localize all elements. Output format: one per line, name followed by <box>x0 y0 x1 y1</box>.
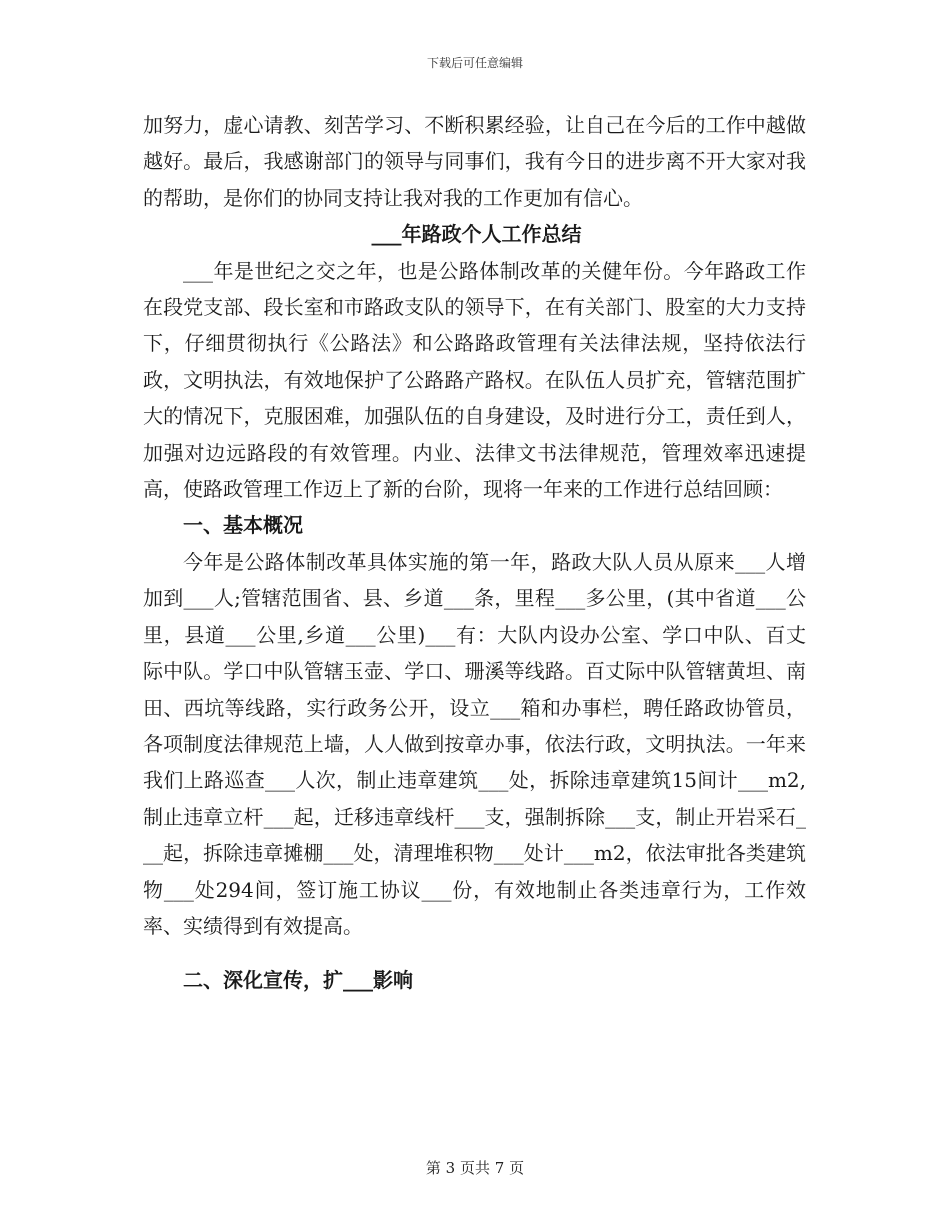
document-title: ___年路政个人工作总结 <box>371 222 582 247</box>
intro-paragraph: 加努力，虚心请教、刻苦学习、不断积累经验，让自己在今后的工作中越做越好。最后，我感谢部门的领导与同事们，我有今日的进步离不开大家对我的帮助，是你们的协同支持让我对我的工作更加有信心。 <box>143 113 806 210</box>
section-heading-publicity: 二、深化宣传，扩___影响 <box>183 968 413 993</box>
summary-paragraph: ___年是世纪之交之年，也是公路体制改革的关健年份。今年路政工作在段党支部、段长室和市路政支队的领导下，在有关部门、股室的大力支持下，仔细贯彻执行《公路法》和公路路政管理有关法律法规，坚持依法行政，文明执法，有效地保护了公路路产路权。在队伍人员扩充，管辖范围扩大的情况下，克服困难，加强队伍的自身建设，及时进行分工，责任到人，加强对边远路段的有效管理。内业、法律文书法律规范，管理效率迅速提高，使路政管理工作迈上了新的台阶，现将一年来的工作进行总结回顾： <box>143 258 806 502</box>
page-header: 下载后可任意编辑 <box>426 56 523 70</box>
section-heading-basic-overview: 一、基本概况 <box>183 513 303 538</box>
page-footer: 第 3 页共 7 页 <box>425 1159 525 1177</box>
document-body <box>143 107 806 999</box>
basic-overview-paragraph: 今年是公路体制改革具体实施的第一年，路政大队人员从原来___人增加到___人;管辖范围省、县、乡道___条，里程___多公里，(其中省道___公里，县道___公里,乡道___公里)___有：大队内设办公室、学口中队、百丈际中队。学口中队管辖玉壶、学口、珊溪等线路。百丈际中队管辖黄坦、南田、西坑等线路，实行政务公开，设立___箱和办事栏，聘任路政协管员，各项制度法律规范上墙，人人做到按章办事，依法行政，文明执法。一年来我们上路巡查___人次，制止违章建筑___处，拆除违章建筑15间计___m2,制止违章立杆___起，迁移违章线杆___支，强制拆除___支，制止开岩采石___起，拆除违章摊棚___处，清理堆积物___处计___m2，依法审批各类建筑物___处294间，签订施工协议___份，有效地制止各类违章行为，工作效率、实绩得到有效提高。 <box>143 549 806 938</box>
